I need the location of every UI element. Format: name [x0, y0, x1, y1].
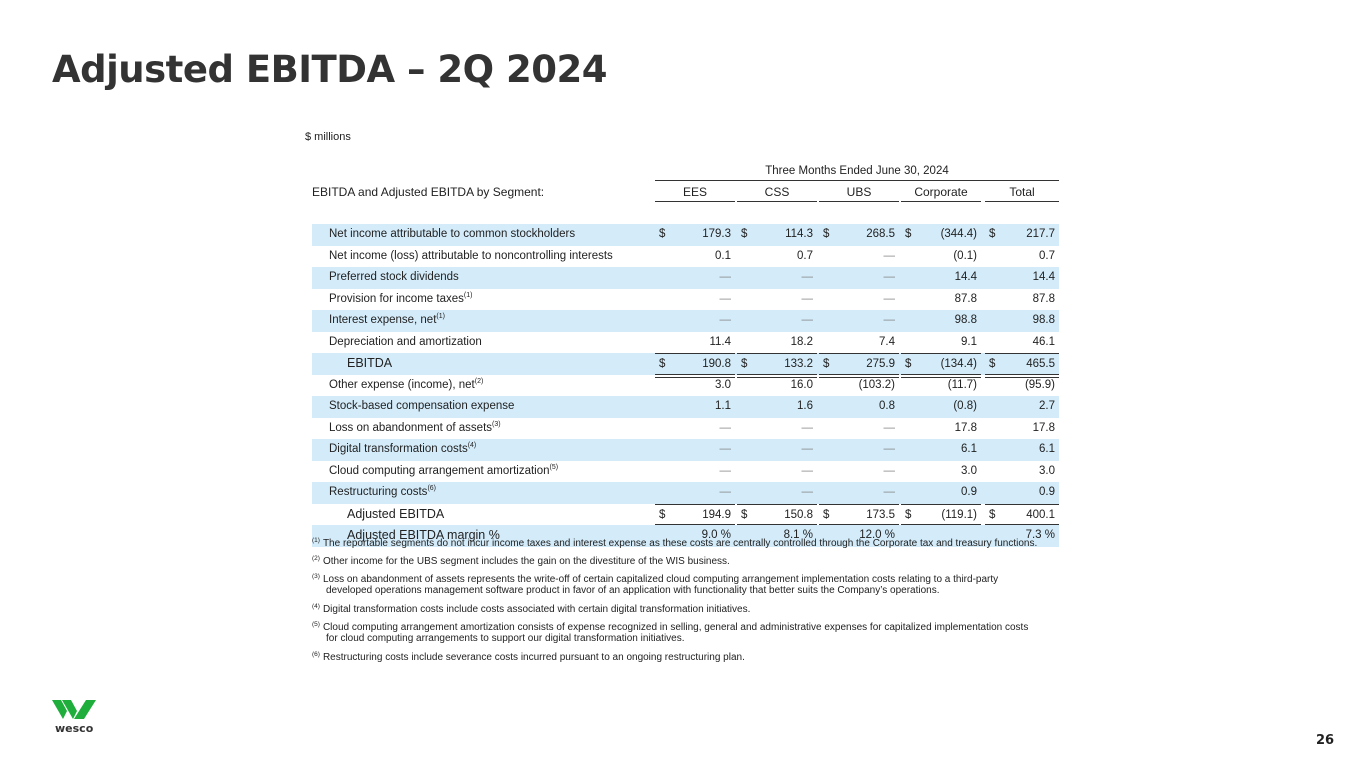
- dollar-sign: $: [905, 228, 912, 240]
- cell-value: 1.6: [797, 400, 813, 412]
- dollar-sign: $: [659, 508, 666, 521]
- row-label-text: Net income (loss) attributable to noncontrolling interests: [329, 249, 613, 262]
- cell-value: —: [883, 292, 895, 305]
- cell-value: —: [883, 314, 895, 326]
- table-row: [312, 482, 1059, 504]
- row-label: [329, 375, 483, 397]
- dollar-sign: $: [659, 228, 666, 240]
- value-cell: [655, 289, 735, 311]
- footnote-mark: (3): [312, 573, 320, 580]
- value-cell: [985, 332, 1059, 354]
- footnote-ref: (5): [549, 463, 559, 471]
- cell-value: 18.2: [790, 335, 813, 348]
- value-cell: [655, 267, 735, 289]
- table-row: [312, 246, 1059, 268]
- value-cell: [985, 396, 1059, 418]
- page-title: Adjusted EBITDA – 2Q 2024: [52, 48, 607, 91]
- value-cell: [985, 482, 1059, 504]
- footnote: [312, 622, 1060, 644]
- cell-value: (119.1): [941, 508, 977, 521]
- cell-value: 98.8: [954, 314, 977, 326]
- value-cell: [901, 353, 981, 375]
- cell-value: —: [801, 421, 813, 434]
- value-cell: [655, 375, 735, 397]
- footnote-text: Restructuring costs include severance costs incurred pursuant to an ongoing restructuring plan.: [322, 652, 745, 663]
- value-cell: [737, 224, 817, 246]
- footnote-mark: (1): [312, 537, 320, 544]
- footnote-text: Loss on abandonment of assets represents the write-off of certain capitalized cloud computing arrangement implementation costs relating to a third-party: [322, 574, 999, 585]
- row-label: [329, 267, 459, 289]
- cell-value: —: [801, 271, 813, 283]
- dollar-sign: $: [989, 508, 996, 521]
- table-row: [312, 439, 1059, 461]
- row-label: [347, 504, 444, 526]
- value-cell: [737, 289, 817, 311]
- period-rule: [655, 180, 1059, 181]
- column-header: CSS: [737, 185, 817, 202]
- footnote-ref: (2): [474, 377, 484, 385]
- cell-value: 11.4: [709, 335, 731, 348]
- column-header: UBS: [819, 185, 899, 202]
- row-label: [329, 461, 558, 483]
- column-header: EES: [655, 185, 735, 202]
- row-label: [329, 246, 613, 268]
- value-cell: [901, 461, 981, 483]
- cell-value: (344.4): [940, 228, 977, 240]
- cell-value: 0.9: [961, 486, 977, 498]
- dollar-sign: $: [989, 358, 996, 370]
- dollar-sign: $: [741, 508, 748, 521]
- cell-value: —: [719, 486, 731, 498]
- cell-value: (0.8): [953, 400, 977, 412]
- cell-value: —: [883, 464, 895, 477]
- value-cell: [901, 310, 981, 332]
- row-label-text: Cloud computing arrangement amortization: [329, 464, 550, 477]
- table-row: [312, 375, 1059, 397]
- dollar-sign: $: [905, 358, 912, 370]
- segment-label: EBITDA and Adjusted EBITDA by Segment:: [312, 185, 545, 199]
- cell-value: (11.7): [947, 378, 977, 391]
- cell-value: 17.8: [1032, 421, 1055, 434]
- cell-value: (95.9): [1024, 378, 1055, 391]
- value-cell: [737, 267, 817, 289]
- cell-value: 98.8: [1032, 314, 1055, 326]
- cell-value: —: [883, 271, 895, 283]
- value-cell: [737, 461, 817, 483]
- value-cell: [737, 504, 817, 526]
- row-label: [329, 289, 472, 311]
- cell-value: (103.2): [858, 378, 895, 391]
- footnote-ref: (3): [492, 420, 501, 428]
- cell-value: 0.7: [797, 249, 813, 262]
- value-cell: [901, 504, 981, 526]
- value-cell: [737, 332, 817, 354]
- column-header: Corporate: [901, 185, 981, 202]
- dollar-sign: $: [989, 228, 996, 240]
- value-cell: [655, 482, 735, 504]
- value-cell: [655, 310, 735, 332]
- row-label-text: Adjusted EBITDA margin %: [347, 528, 500, 542]
- cell-value: 46.1: [1032, 335, 1055, 348]
- footnote-mark: (6): [312, 651, 320, 658]
- cell-value: 114.3: [785, 228, 813, 240]
- cell-value: 7.3 %: [1025, 529, 1055, 541]
- cell-value: 465.5: [1026, 358, 1055, 370]
- value-cell: [901, 246, 981, 268]
- dollar-sign: $: [823, 508, 830, 521]
- row-label-text: Loss on abandonment of assets: [329, 421, 493, 434]
- value-cell: [819, 332, 899, 354]
- row-label-text: Other expense (income), net: [329, 378, 475, 391]
- cell-value: 190.8: [702, 358, 731, 370]
- cell-value: 14.4: [954, 271, 977, 283]
- period-header: Three Months Ended June 30, 2024: [765, 165, 949, 177]
- cell-value: 400.1: [1026, 508, 1055, 521]
- footnote-mark: (2): [312, 555, 320, 562]
- cell-value: 133.2: [784, 358, 813, 370]
- table-row: [312, 418, 1059, 440]
- cell-value: —: [801, 486, 813, 498]
- footnote: [312, 604, 1060, 615]
- value-cell: [819, 289, 899, 311]
- value-cell: [819, 353, 899, 375]
- cell-value: —: [719, 464, 731, 477]
- row-label-text: Digital transformation costs: [329, 443, 468, 455]
- cell-value: —: [801, 464, 813, 477]
- footnote-text: The reportable segments do not incur income taxes and interest expense as these costs are centrally controlled through the Corporate tax and treasury functions.: [322, 538, 1038, 549]
- cell-value: 3.0: [715, 378, 731, 391]
- cell-value: —: [719, 314, 731, 326]
- row-label: [329, 224, 575, 246]
- cell-value: 194.9: [702, 508, 731, 521]
- cell-value: 17.8: [954, 421, 977, 434]
- cell-value: 275.9: [866, 358, 895, 370]
- ebitda-table: [312, 224, 1059, 547]
- value-cell: [819, 246, 899, 268]
- cell-value: 173.5: [866, 508, 895, 521]
- value-cell: [819, 439, 899, 461]
- value-cell: [737, 482, 817, 504]
- value-cell: [819, 504, 899, 526]
- row-label: [329, 332, 482, 354]
- value-cell: [655, 332, 735, 354]
- units-label: $ millions: [305, 131, 351, 143]
- cell-value: —: [801, 443, 813, 455]
- footnote-continuation: for cloud computing arrangements to support our digital transformation initiatives.: [326, 633, 685, 644]
- cell-value: 9.1: [961, 335, 977, 348]
- cell-value: 1.1: [715, 400, 731, 412]
- row-label-text: Adjusted EBITDA: [347, 506, 445, 521]
- cell-value: 0.9: [1039, 486, 1055, 498]
- cell-value: 0.8: [879, 400, 895, 412]
- cell-value: —: [801, 292, 813, 305]
- footnote-text: Cloud computing arrangement amortization consists of expense recognized in selling, general and administrative expenses for capitalized implementation costs: [322, 622, 1029, 633]
- footnote: [312, 574, 1060, 596]
- table-row: [312, 353, 1059, 375]
- value-cell: [985, 418, 1059, 440]
- cell-value: —: [719, 292, 731, 305]
- value-cell: [985, 375, 1059, 397]
- value-cell: [985, 461, 1059, 483]
- value-cell: [819, 267, 899, 289]
- cell-value: 268.5: [866, 228, 895, 240]
- value-cell: [819, 310, 899, 332]
- row-label: [347, 353, 392, 375]
- value-cell: [901, 482, 981, 504]
- row-label: [329, 482, 436, 504]
- footnote-text: Digital transformation costs include costs associated with certain digital transformation initiatives.: [322, 604, 751, 615]
- value-cell: [819, 418, 899, 440]
- value-cell: [985, 353, 1059, 375]
- value-cell: [737, 396, 817, 418]
- row-label-text: Net income attributable to common stockholders: [329, 228, 576, 240]
- row-label: [329, 439, 476, 461]
- footnote-text: Other income for the UBS segment includes the gain on the divestiture of the WIS business.: [322, 556, 730, 567]
- value-cell: [819, 461, 899, 483]
- cell-value: —: [883, 443, 895, 455]
- value-cell: [985, 246, 1059, 268]
- value-cell: [901, 224, 981, 246]
- page-number: 26: [1316, 733, 1335, 748]
- value-cell: [985, 439, 1059, 461]
- value-cell: [737, 246, 817, 268]
- row-label-text: Stock-based compensation expense: [329, 400, 515, 412]
- cell-value: 6.1: [1039, 443, 1055, 455]
- cell-value: 87.8: [954, 292, 977, 305]
- footnote-mark: (5): [312, 621, 320, 628]
- footnote: [312, 538, 1060, 549]
- cell-value: 9.0 %: [701, 529, 731, 541]
- footnote-ref: (6): [427, 485, 436, 492]
- table-row: [312, 224, 1059, 246]
- wesco-logo-icon: [52, 700, 96, 720]
- value-cell: [985, 267, 1059, 289]
- dollar-sign: $: [741, 358, 748, 370]
- footnote: [312, 556, 1060, 567]
- value-cell: [655, 504, 735, 526]
- cell-value: (0.1): [953, 249, 977, 262]
- cell-value: 3.0: [1039, 464, 1055, 477]
- row-label-text: Restructuring costs: [329, 486, 428, 498]
- cell-value: —: [883, 421, 895, 434]
- value-cell: [819, 375, 899, 397]
- cell-value: 12.0 %: [859, 529, 895, 541]
- cell-value: 6.1: [961, 443, 977, 455]
- cell-value: 3.0: [961, 464, 977, 477]
- footnote-mark: (4): [312, 603, 320, 610]
- value-cell: [985, 310, 1059, 332]
- footnote-continuation: developed operations management software product in favor of an application with functionality that better suits the Company’s operations.: [326, 585, 940, 596]
- cell-value: 179.3: [702, 228, 731, 240]
- row-label-text: Provision for income taxes: [329, 292, 464, 305]
- row-label: [329, 310, 445, 332]
- cell-value: 87.8: [1032, 292, 1055, 305]
- value-cell: [655, 461, 735, 483]
- value-cell: [901, 396, 981, 418]
- value-cell: [737, 353, 817, 375]
- table-row: [312, 267, 1059, 289]
- value-cell: [655, 246, 735, 268]
- table-row: [312, 504, 1059, 526]
- row-label-text: Depreciation and amortization: [329, 335, 482, 348]
- value-cell: [985, 224, 1059, 246]
- cell-value: —: [883, 486, 895, 498]
- footnote-ref: (1): [436, 313, 445, 320]
- footnote-ref: (1): [463, 291, 473, 299]
- table-row: [312, 396, 1059, 418]
- footnote: [312, 652, 1060, 663]
- cell-value: 150.8: [784, 508, 813, 521]
- value-cell: [819, 396, 899, 418]
- cell-value: —: [883, 249, 895, 262]
- cell-value: —: [719, 443, 731, 455]
- logo-text: wesco: [55, 722, 94, 735]
- value-cell: [655, 439, 735, 461]
- cell-value: 2.7: [1039, 400, 1055, 412]
- table-row: [312, 461, 1059, 483]
- row-label: [329, 396, 514, 418]
- value-cell: [655, 353, 735, 375]
- value-cell: [985, 504, 1059, 526]
- cell-value: (134.4): [940, 358, 977, 370]
- footnote-ref: (4): [467, 442, 477, 449]
- value-cell: [901, 418, 981, 440]
- value-cell: [819, 224, 899, 246]
- value-cell: [737, 310, 817, 332]
- table-row: [312, 332, 1059, 354]
- value-cell: [819, 482, 899, 504]
- row-label-text: EBITDA: [347, 356, 393, 370]
- dollar-sign: $: [741, 228, 748, 240]
- row-label-text: Preferred stock dividends: [329, 271, 459, 283]
- value-cell: [655, 224, 735, 246]
- column-header: Total: [985, 185, 1059, 202]
- value-cell: [901, 439, 981, 461]
- value-cell: [655, 418, 735, 440]
- dollar-sign: $: [905, 508, 912, 521]
- row-label-text: Interest expense, net: [329, 314, 437, 326]
- cell-value: 16.0: [790, 378, 813, 391]
- value-cell: [901, 267, 981, 289]
- cell-value: 0.7: [1039, 249, 1055, 262]
- value-cell: [737, 418, 817, 440]
- value-cell: [985, 289, 1059, 311]
- value-cell: [901, 332, 981, 354]
- cell-value: —: [719, 421, 731, 434]
- cell-value: 0.1: [715, 249, 731, 262]
- value-cell: [737, 375, 817, 397]
- dollar-sign: $: [823, 228, 830, 240]
- cell-value: —: [719, 271, 731, 283]
- table-row: [312, 289, 1059, 311]
- row-label: [329, 418, 501, 440]
- value-cell: [655, 396, 735, 418]
- dollar-sign: $: [659, 358, 666, 370]
- value-cell: [901, 375, 981, 397]
- value-cell: [901, 289, 981, 311]
- cell-value: 7.4: [879, 335, 895, 348]
- cell-value: 217.7: [1026, 228, 1055, 240]
- cell-value: —: [801, 314, 813, 326]
- table-row: [312, 310, 1059, 332]
- dollar-sign: $: [823, 358, 830, 370]
- cell-value: 14.4: [1032, 271, 1055, 283]
- value-cell: [737, 439, 817, 461]
- cell-value: 8.1 %: [783, 529, 813, 541]
